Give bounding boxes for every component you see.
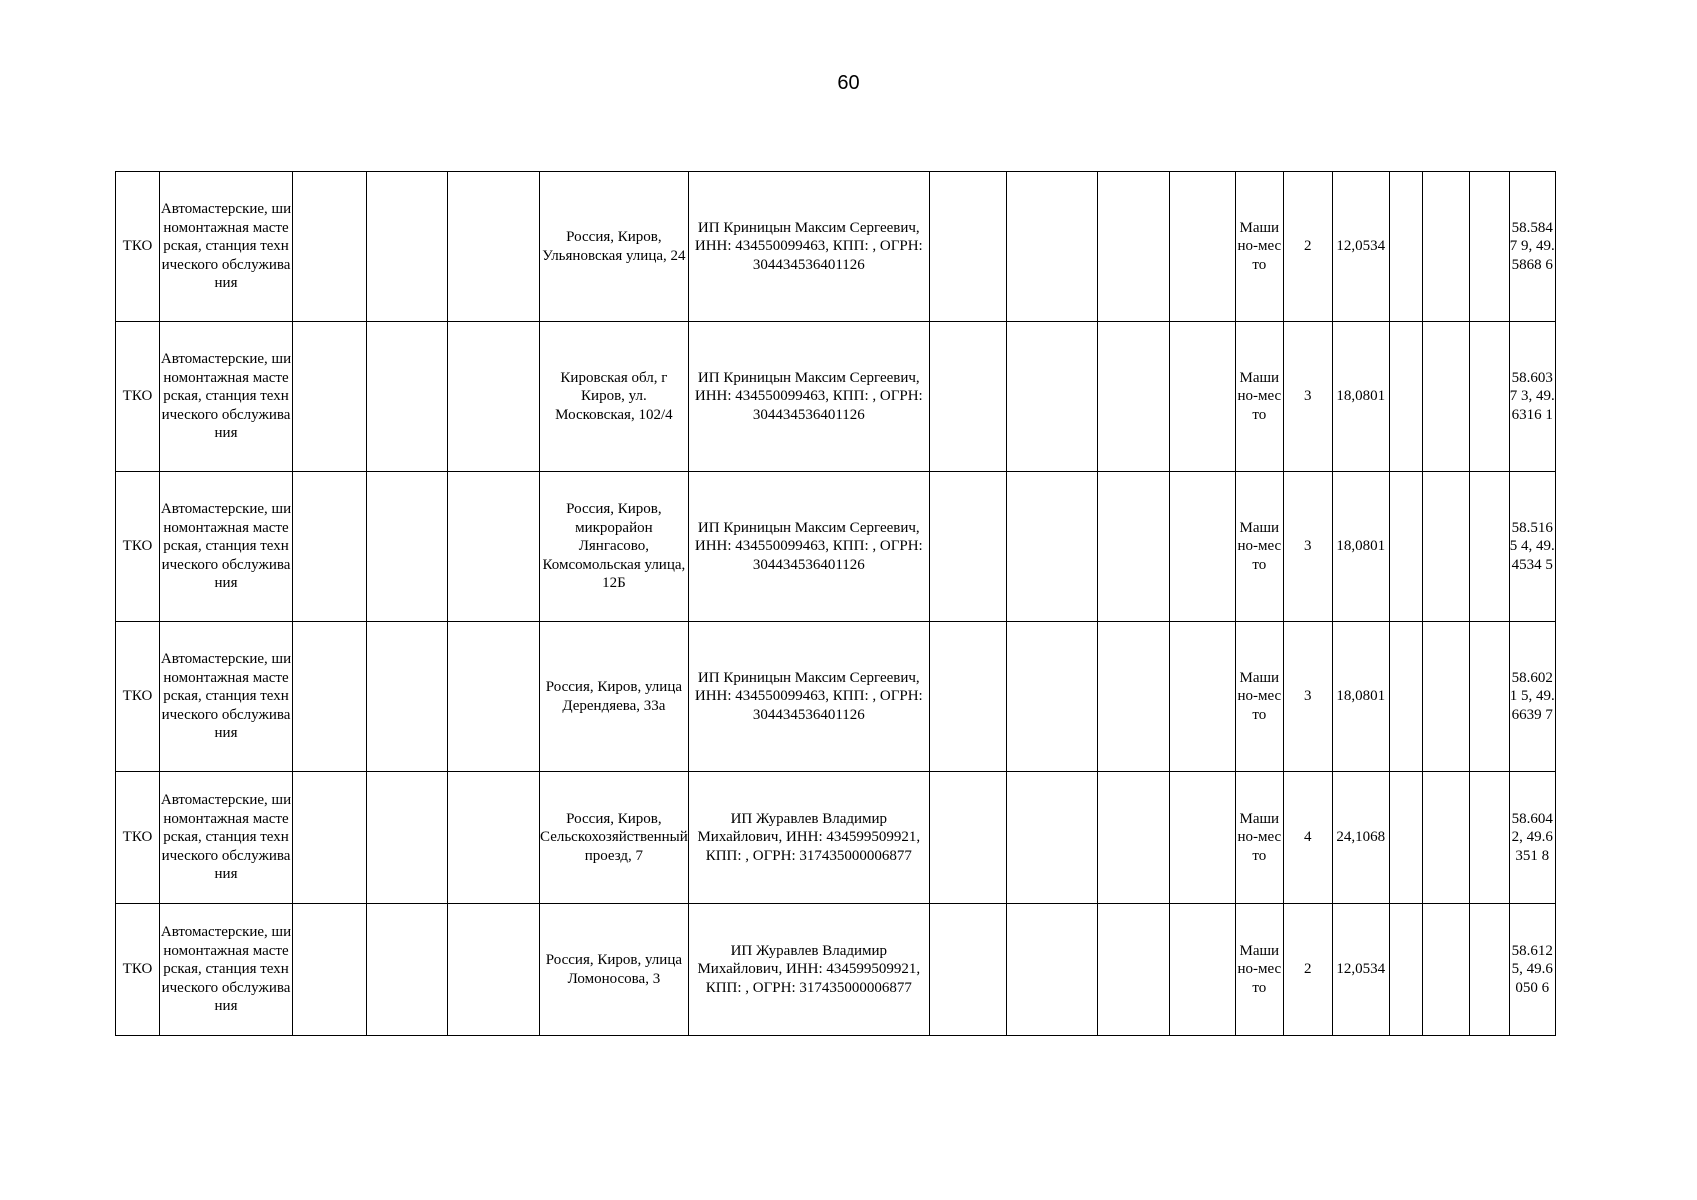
- empty-cell: [367, 772, 448, 904]
- empty-cell: [448, 472, 540, 622]
- waste-type-cell: ТКО: [116, 772, 160, 904]
- coordinates-cell: 58.5847 9, 49.5868 6: [1509, 172, 1555, 322]
- object-cell: Автомастерские, шиномонтажная мастерская, станция технического обслуживания: [160, 322, 293, 472]
- empty-cell: [929, 772, 1006, 904]
- owner-cell: ИП Журавлев Владимир Михайлович, ИНН: 434599509921, КПП: , ОГРН: 317435000006877: [688, 904, 929, 1036]
- empty-cell: [367, 472, 448, 622]
- unit-cell: Машино-место: [1235, 322, 1283, 472]
- empty-cell: [1097, 172, 1169, 322]
- owner-cell: ИП Криницын Максим Сергеевич, ИНН: 434550099463, КПП: , ОГРН: 304434536401126: [688, 322, 929, 472]
- empty-cell: [1006, 472, 1097, 622]
- empty-cell: [1469, 622, 1509, 772]
- empty-cell: [1169, 622, 1235, 772]
- empty-cell: [1006, 904, 1097, 1036]
- table-row: [116, 904, 1556, 1036]
- coordinates-cell: 58.6125, 49.6050 6: [1509, 904, 1555, 1036]
- empty-cell: [1389, 322, 1422, 472]
- empty-cell: [1422, 904, 1469, 1036]
- table-row: [116, 622, 1556, 772]
- empty-cell: [1389, 472, 1422, 622]
- address-cell: Россия, Киров, улица Ломоносова, 3: [540, 904, 689, 1036]
- empty-cell: [1169, 904, 1235, 1036]
- empty-cell: [293, 472, 367, 622]
- page-number: 60: [837, 72, 860, 94]
- coordinates-cell: 58.6037 3, 49.6316 1: [1509, 322, 1555, 472]
- address-cell: Россия, Киров, Сельскохозяйственный проезд, 7: [540, 772, 689, 904]
- quantity-cell: 3: [1283, 322, 1332, 472]
- empty-cell: [367, 904, 448, 1036]
- empty-cell: [1469, 172, 1509, 322]
- coordinates-cell: 58.6021 5, 49.6639 7: [1509, 622, 1555, 772]
- waste-type-cell: ТКО: [116, 172, 160, 322]
- address-cell: Россия, Киров, улица Дерендяева, 33а: [540, 622, 689, 772]
- empty-cell: [1097, 622, 1169, 772]
- address-cell: Россия, Киров, Ульяновская улица, 24: [540, 172, 689, 322]
- quantity-cell: 4: [1283, 772, 1332, 904]
- empty-cell: [929, 472, 1006, 622]
- empty-cell: [1422, 772, 1469, 904]
- empty-cell: [1097, 472, 1169, 622]
- quantity-cell: 3: [1283, 472, 1332, 622]
- empty-cell: [1389, 772, 1422, 904]
- empty-cell: [1097, 322, 1169, 472]
- empty-cell: [448, 904, 540, 1036]
- empty-cell: [1006, 622, 1097, 772]
- table-row: [116, 472, 1556, 622]
- empty-cell: [1097, 772, 1169, 904]
- empty-cell: [293, 322, 367, 472]
- empty-cell: [929, 172, 1006, 322]
- empty-cell: [1006, 772, 1097, 904]
- table-row: [116, 772, 1556, 904]
- volume-cell: 12,0534: [1332, 904, 1389, 1036]
- empty-cell: [293, 772, 367, 904]
- empty-cell: [367, 322, 448, 472]
- table-row: [116, 322, 1556, 472]
- object-cell: Автомастерские, шиномонтажная мастерская, станция технического обслуживания: [160, 904, 293, 1036]
- empty-cell: [448, 322, 540, 472]
- empty-cell: [1389, 622, 1422, 772]
- coordinates-cell: 58.5165 4, 49.4534 5: [1509, 472, 1555, 622]
- address-cell: Россия, Киров, микрорайон Лянгасово, Комсомольская улица, 12Б: [540, 472, 689, 622]
- coordinates-cell: 58.6042, 49.6351 8: [1509, 772, 1555, 904]
- empty-cell: [1169, 172, 1235, 322]
- quantity-cell: 2: [1283, 904, 1332, 1036]
- empty-cell: [1169, 472, 1235, 622]
- empty-cell: [1006, 172, 1097, 322]
- object-cell: Автомастерские, шиномонтажная мастерская, станция технического обслуживания: [160, 172, 293, 322]
- object-cell: Автомастерские, шиномонтажная мастерская, станция технического обслуживания: [160, 622, 293, 772]
- empty-cell: [293, 622, 367, 772]
- waste-type-cell: ТКО: [116, 904, 160, 1036]
- unit-cell: Машино-место: [1235, 172, 1283, 322]
- empty-cell: [367, 172, 448, 322]
- address-cell: Кировская обл, г Киров, ул. Московская, 102/4: [540, 322, 689, 472]
- empty-cell: [448, 772, 540, 904]
- empty-cell: [448, 622, 540, 772]
- unit-cell: Машино-место: [1235, 904, 1283, 1036]
- empty-cell: [1469, 472, 1509, 622]
- quantity-cell: 2: [1283, 172, 1332, 322]
- volume-cell: 18,0801: [1332, 472, 1389, 622]
- owner-cell: ИП Криницын Максим Сергеевич, ИНН: 434550099463, КПП: , ОГРН: 304434536401126: [688, 172, 929, 322]
- empty-cell: [1169, 772, 1235, 904]
- owner-cell: ИП Криницын Максим Сергеевич, ИНН: 434550099463, КПП: , ОГРН: 304434536401126: [688, 622, 929, 772]
- volume-cell: 24,1068: [1332, 772, 1389, 904]
- empty-cell: [1389, 904, 1422, 1036]
- empty-cell: [1422, 322, 1469, 472]
- unit-cell: Машино-место: [1235, 772, 1283, 904]
- empty-cell: [293, 172, 367, 322]
- unit-cell: Машино-место: [1235, 472, 1283, 622]
- empty-cell: [929, 322, 1006, 472]
- empty-cell: [1006, 322, 1097, 472]
- empty-cell: [1469, 772, 1509, 904]
- empty-cell: [929, 622, 1006, 772]
- owner-cell: ИП Криницын Максим Сергеевич, ИНН: 434550099463, КПП: , ОГРН: 304434536401126: [688, 472, 929, 622]
- empty-cell: [1422, 172, 1469, 322]
- waste-type-cell: ТКО: [116, 622, 160, 772]
- empty-cell: [1169, 322, 1235, 472]
- waste-type-cell: ТКО: [116, 472, 160, 622]
- waste-type-cell: ТКО: [116, 322, 160, 472]
- volume-cell: 18,0801: [1332, 622, 1389, 772]
- empty-cell: [448, 172, 540, 322]
- owner-cell: ИП Журавлев Владимир Михайлович, ИНН: 434599509921, КПП: , ОГРН: 317435000006877: [688, 772, 929, 904]
- object-cell: Автомастерские, шиномонтажная мастерская, станция технического обслуживания: [160, 472, 293, 622]
- empty-cell: [1422, 622, 1469, 772]
- empty-cell: [1389, 172, 1422, 322]
- empty-cell: [929, 904, 1006, 1036]
- empty-cell: [293, 904, 367, 1036]
- unit-cell: Машино-место: [1235, 622, 1283, 772]
- empty-cell: [1097, 904, 1169, 1036]
- registry-table: [115, 171, 1556, 1036]
- empty-cell: [1422, 472, 1469, 622]
- object-cell: Автомастерские, шиномонтажная мастерская, станция технического обслуживания: [160, 772, 293, 904]
- volume-cell: 12,0534: [1332, 172, 1389, 322]
- empty-cell: [367, 622, 448, 772]
- empty-cell: [1469, 322, 1509, 472]
- volume-cell: 18,0801: [1332, 322, 1389, 472]
- quantity-cell: 3: [1283, 622, 1332, 772]
- table-row: [116, 172, 1556, 322]
- empty-cell: [1469, 904, 1509, 1036]
